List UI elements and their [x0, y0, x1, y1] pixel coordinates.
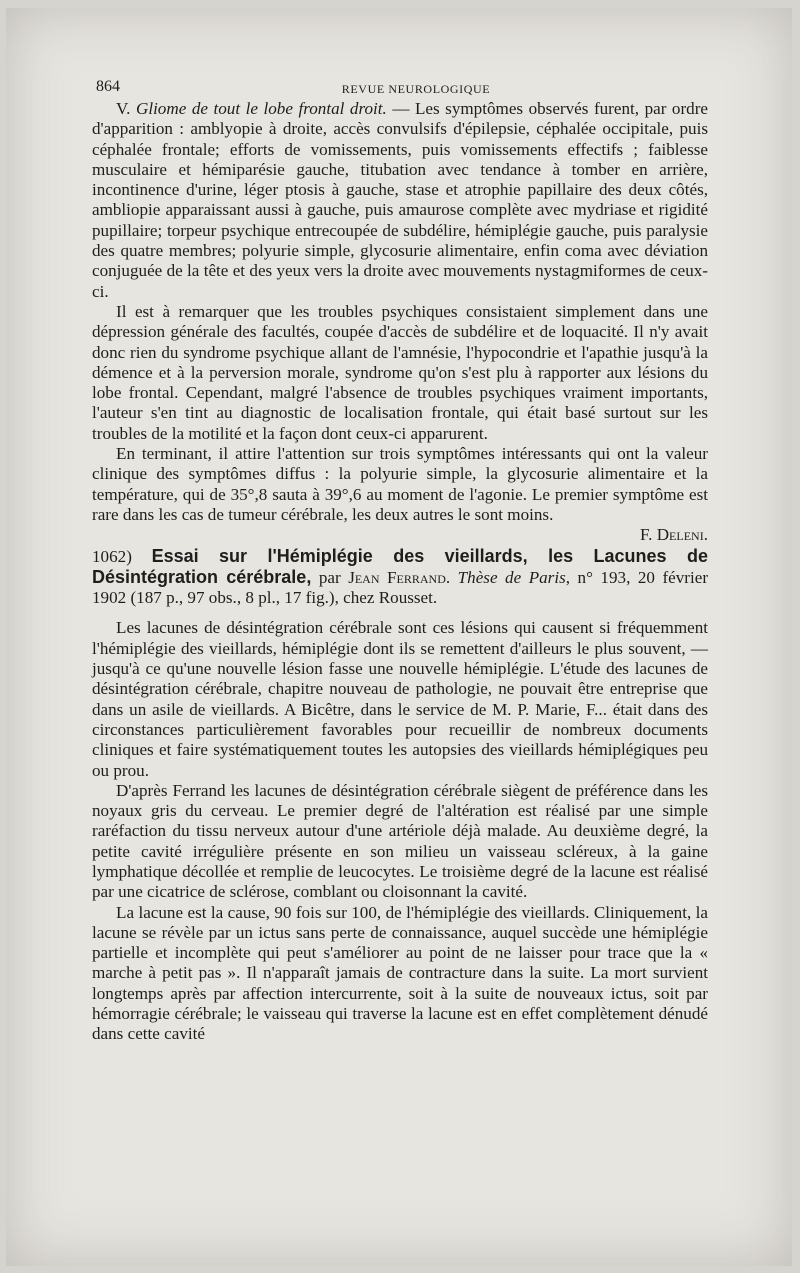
running-title: REVUE NEUROLOGIQUE: [341, 82, 491, 96]
review-paragraph-3: La lacune est la cause, 90 fois sur 100, de l'hémiplégie des vieillards. Cliniquement, la lacune se révèle par un ictus sans perte de connaissance, auquel succède une hémiplégie partielle et incomplète qui peut s'améliorer au point de ne laisser pour trace que la « marche à petit pas ». Il n'apparaît jamais de contracture dans la suite. La mort survient longtemps après par affection intercurrente, soit à la suite de nouveaux ictus, soit par hémorragie cérébrale; le vaisseau qui traverse la lacune est en effet complètement dénudé dans cette cavité: [92, 902, 708, 1044]
entry-author: Jean Ferrand: [348, 567, 446, 587]
page-body: [92, 99, 708, 1045]
section-v-title: Gliome de tout le lobe frontal droit.: [135, 99, 387, 118]
review-paragraph-2: D'après Ferrand les lacunes de désintégration cérébrale siègent de préférence dans les noyaux gris du cerveau. Le premier degré de l'altération est réalisé par une simple raréfaction du tissu nerveux autour d'une artériole déjà malade. Au deuxième degré, la petite cavité irrégulière présente en son milieu un vaisseau scléreux, à la gaine lymphatique décollée et remplie de leucocytes. Le troisième degré de la lacune est réalisé par une cicatrice de sclérose, comblant ou cloisonnant la cavité.: [92, 780, 708, 902]
section-v-paragraph-3: En terminant, il attire l'attention sur trois symptômes intéressants qui ont la valeur clinique des symptômes diffus : la polyurie simple, la glycosurie alimentaire et la température, qui de 35°,8 sauta à 39°,6 au moment de l'agonie. Le premier symptôme est rare dans les cas de tumeur cérébrale, les deux autres le sont moins.: [92, 444, 708, 524]
section-v-text: — Les symptômes observés furent, par ordre d'apparition : amblyopie à droite, accès convulsifs d'épilepsie, céphalée occipitale, puis céphalée frontale; efforts de vomissements, puis vomissements effectifs ; faiblesse musculaire et hémiparésie gauche, titubation avec tendance à tomber en arrière, incontinence d'urine, léger ptosis à gauche, stase et atrophie papillaire des deux côtés, ambliopie apparaissant aussi à gauche, puis amaurose complète avec mydriase et rigidité pupillaire; torpeur psychique entrecoupée de subdélire, hémiplégie gauche, puis paralysie des quatre membres; polyurie simple, glycosurie alimentaire, enfin coma avec déviation conjuguée de la tête et des yeux vers la droite avec mouvements nystagmiformes de ceux-ci.: [92, 99, 708, 301]
entry-thesis: Thèse de Paris: [457, 567, 566, 587]
section-v-paragraph-1: [92, 99, 708, 302]
spacer: [92, 608, 708, 618]
entry-sep: .: [445, 567, 458, 587]
entry-by: par: [311, 567, 349, 587]
entry-title: Essai sur l'Hémiplégie des vieillards, les Lacunes de Désintégration cérébrale,: [92, 545, 708, 587]
page-number: 864: [96, 78, 120, 95]
entry-number: 1062): [92, 546, 132, 566]
review-paragraph-1: Les lacunes de désintégration cérébrale sont ces lésions qui causent si fréquemment l'hémiplégie des vieillards, hémiplégie dont ils se remettent d'ailleurs le plus souvent, — jusqu'à ce qu'une nouvelle lésion fasse une nouvelle hémiplégie. L'étude des lacunes de désintégration cérébrale, chapitre nouveau de pathologie, ne pouvait être entreprise que dans un asile de vieillards. A Bicêtre, dans le service de M. P. Marie, F... était dans des circonstances particulièrement favorables pour recueillir de nombreux documents cliniques et faire systématiquement toutes les autopsies des vieillards hémiplégiques peu ou prou.: [92, 618, 708, 780]
section-v-label: V.: [116, 99, 131, 118]
signature-name: F. Deleni.: [640, 525, 708, 545]
entry-details: , n° 193, 20 février 1902 (187 p., 97 obs., 8 pl., 17 fig.), chez Rousset.: [92, 567, 709, 608]
signature: [92, 525, 708, 545]
section-v-paragraph-2: Il est à remarquer que les troubles psychiques consistaient simplement dans une dépression générale des facultés, coupée d'accès de subdélire et de loquacité. Il n'y avait donc rien du syndrome psychique allant de l'amnésie, l'hypocondrie et l'apathie jusqu'à la démence et à la perversion morale, syndrome qu'on s'est plu à rapporter aux lésions du lobe frontal. Cependant, malgré l'absence de troubles psychiques vraiment importants, l'auteur s'en tint au diagnostic de localisation frontale, qui était basé surtout sur les troubles de la motilité et la façon dont ceux-ci apparurent.: [92, 301, 708, 443]
entry-heading: [92, 546, 708, 609]
